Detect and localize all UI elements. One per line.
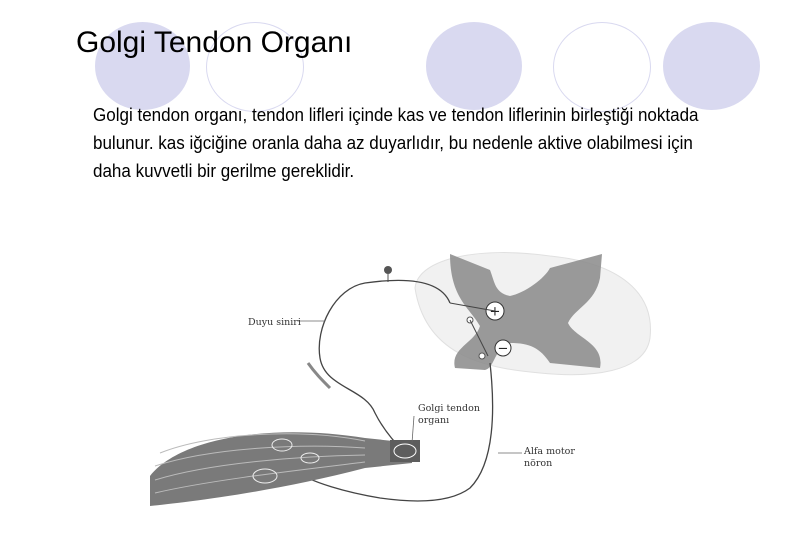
- slide-title: Golgi Tendon Organı: [76, 26, 353, 59]
- spinal-cord-section: [415, 253, 650, 375]
- motor-neuron-path: [290, 363, 493, 501]
- slide-body-text: Golgi tendon organı, tendon lifleri içinde kas ve tendon liflerinin birleştiği noktada bulunur. kas iğciğine oranla daha az duyarlıdır, bu nedenle aktive olabilmesi için daha kuvvetli bir gerilme gereklidir.: [93, 104, 699, 181]
- dorsal-root-ganglion: [384, 266, 392, 274]
- label-golgi-tendon-organ-line2: organı: [418, 415, 450, 426]
- label-sensory-nerve: Duyu siniri: [248, 317, 301, 328]
- decor-circle-3: [426, 22, 522, 110]
- inhibitory-synapse-sign: −: [497, 341, 509, 357]
- decor-circle-5: [663, 22, 760, 110]
- label-alpha-motor-neuron-line2: nöron: [524, 458, 553, 469]
- excitatory-synapse-sign: +: [489, 304, 501, 320]
- muscle: [150, 432, 420, 506]
- label-golgi-tendon-organ-line1: Golgi tendon: [418, 403, 480, 414]
- golgi-tendon-diagram: [150, 248, 660, 513]
- label-alpha-motor-neuron-line1: Alfa motor: [524, 446, 575, 457]
- decor-circle-4: [553, 22, 651, 112]
